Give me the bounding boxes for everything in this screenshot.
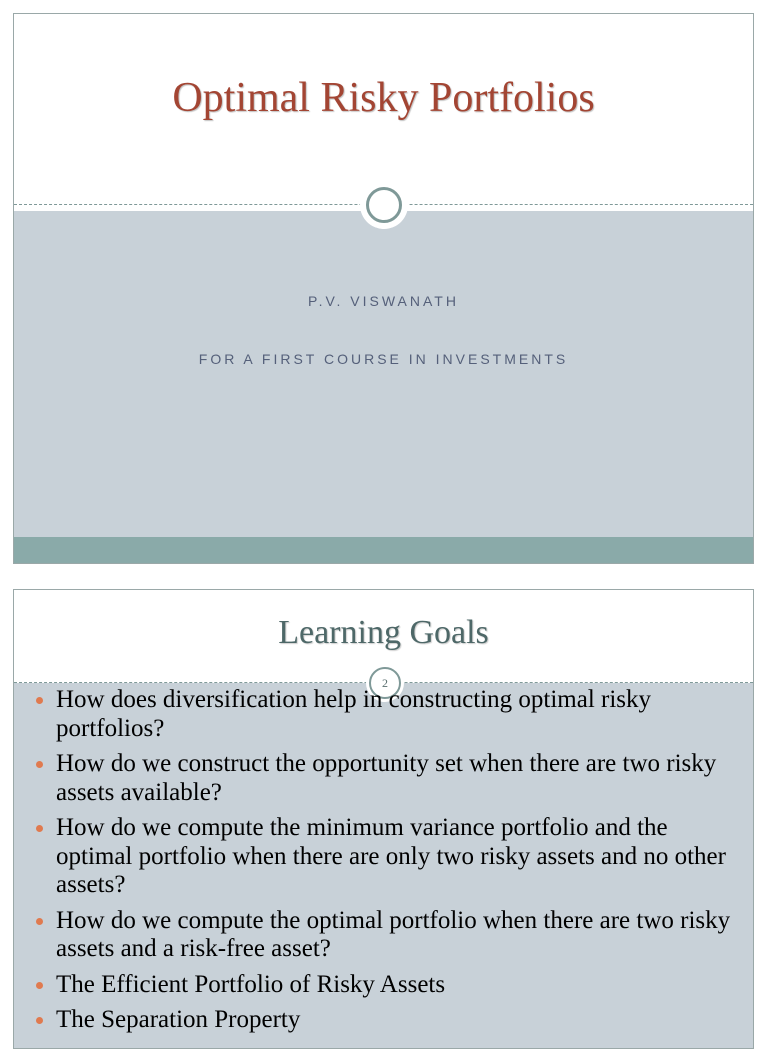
list-item: How do we compute the optimal portfolio when there are two risky assets and a risk-free asset? [36,907,741,964]
bullet-dot-icon [36,982,43,989]
list-item: How do we construct the opportunity set when there are two risky assets available? [36,750,741,807]
footer-bar [14,537,753,564]
slide-number: 2 [382,675,388,690]
bullet-dot-icon [36,918,43,925]
list-item: The Efficient Portfolio of Risky Assets [36,971,741,1000]
list-item: How do we compute the minimum variance portfolio and the optimal portfolio when there are only two risky assets and no other assets? [36,814,741,900]
list-item: How does diversification help in constructing optimal risky portfolios? [36,686,741,743]
slide-1 [13,13,754,564]
bullet-dot-icon [36,761,43,768]
slide-title: Optimal Risky Portfolios [172,75,595,121]
bullet-dot-icon [36,1017,43,1024]
author-name: P.V. VISWANATH [308,293,459,309]
subtitle-area [14,211,753,537]
bullet-dot-icon [36,825,43,832]
learning-goals-list [14,686,753,1042]
slide-2 [13,589,754,1049]
slide-title: Learning Goals [278,614,489,651]
bullet-dot-icon [36,697,43,704]
course-subtitle: FOR A FIRST COURSE IN INVESTMENTS [198,351,569,367]
divider-ring-icon [360,181,408,229]
list-item: The Separation Property [36,1006,741,1035]
